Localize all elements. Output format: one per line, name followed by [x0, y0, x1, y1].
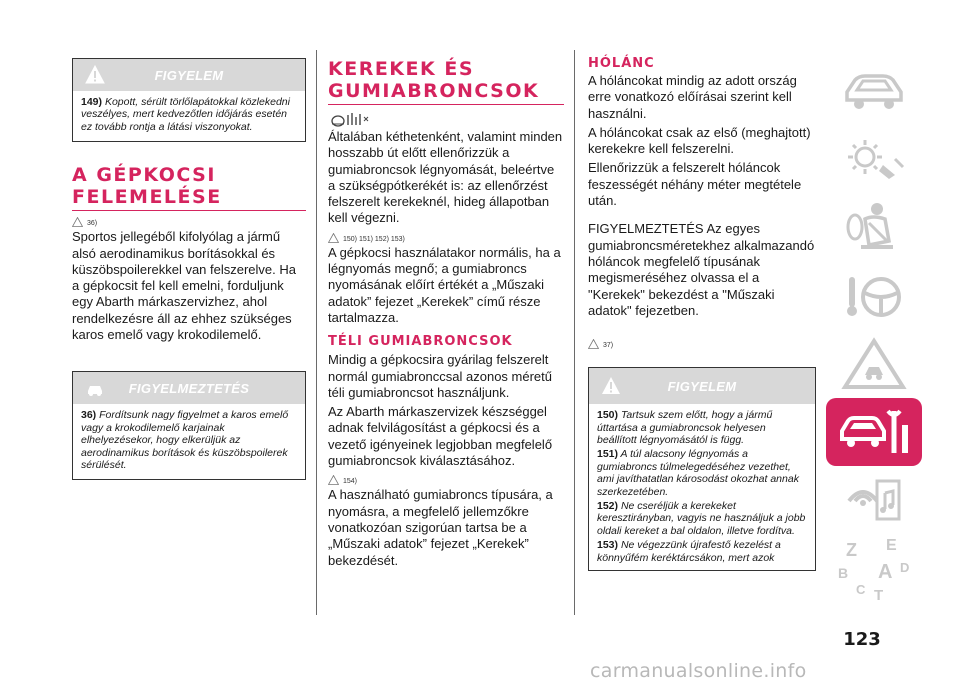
reference-numbers: 37): [603, 342, 614, 350]
sidebar-item-maintenance[interactable]: [826, 398, 922, 466]
warning-box-header: [73, 59, 305, 91]
column-divider: [316, 50, 317, 615]
notice-box-title: FIGYELMEZTETÉS: [128, 380, 250, 396]
multimedia-icon: [839, 473, 909, 527]
car-icon: [839, 70, 909, 114]
note-number: 36): [81, 409, 97, 422]
index-letters-icon: [834, 534, 914, 602]
notice-box-body: [73, 404, 305, 479]
note-text: Ne cseréljük a kerekeket keresztirányban, vagyis ne használjuk a jobb oldali kereket a bal oldalon, illetve fordítva.: [597, 500, 806, 537]
column-3: [588, 58, 816, 571]
note-text: A túl alacsony légnyomás a gumiabroncs túlmelegedéséhez vezethet, ami javíthatatlan károsodást okozhat annak szerkezetében.: [597, 448, 799, 498]
index-letter: E: [886, 537, 897, 554]
body-text: [328, 129, 564, 227]
warning-box-title: FIGYELEM: [667, 378, 737, 394]
warning-box: [588, 367, 816, 571]
warning-item: [597, 539, 807, 564]
index-letter: A: [878, 561, 893, 583]
section-underline: [72, 210, 306, 211]
reference-markers: [588, 337, 816, 349]
index-letter: Z: [846, 540, 857, 560]
column-2: [328, 58, 564, 572]
section-title-line1: KEREKEK ÉS: [328, 58, 475, 80]
note-number: 152): [597, 500, 619, 512]
index-letter: C: [856, 582, 866, 597]
reference-numbers: 36): [87, 220, 98, 228]
warning-icon: [85, 65, 105, 85]
notice-box-header: [73, 372, 305, 404]
warning-icon: [601, 376, 621, 396]
warning-box-body: [589, 404, 815, 570]
small-warning-icon: [588, 339, 599, 349]
body-text: [328, 352, 564, 469]
sidebar-item-safety[interactable]: [826, 194, 922, 262]
page-number: 123: [843, 629, 881, 650]
paragraph: Ellenőrizzük a felszerelt hóláncok feszességét néhány méter megtétele után.: [588, 160, 802, 209]
note-number: 153): [597, 539, 619, 552]
note-text: Tartsuk szem előtt, hogy a jármű úttartása a gumiabroncsok helyesen beállított légnyomásától is függ.: [597, 409, 773, 446]
small-warning-icon: [328, 233, 339, 243]
car-service-icon: [836, 405, 912, 459]
section-underline: [328, 104, 564, 105]
body-text: [588, 73, 816, 319]
paragraph: A használható gumiabroncs típusára, a nyomásra, a megfelelő jellemzőkre vonatkozóan szigorúan tartsa be a „Műszaki adatok” fejezet „Kerekek” bekezdését.: [328, 487, 553, 568]
warning-triangle-icon: [839, 337, 909, 391]
note-text: Ne végezzünk újrafestő kezelést a könnyűfém keréktárcsákon, mert azok: [597, 539, 781, 564]
paragraph: Mindig a gépkocsira gyárilag felszerelt normál gumiabronccsal azonos méretű téli gumiabroncsot használjunk.: [328, 352, 552, 400]
column-1: [72, 58, 306, 480]
note-number: 150): [597, 409, 619, 422]
sidebar-item-driving[interactable]: [826, 262, 922, 330]
index-letter: D: [900, 560, 910, 575]
section-title-line2: GUMIABRONCSOK: [328, 80, 540, 102]
note-text: Kopott, sérült törlőlapátokkal közlekedni veszélyes, mert kedvezőtlen időjárás esetén ez tovább rontja a látási viszonyokat.: [81, 96, 290, 133]
index-letter: B: [838, 565, 849, 581]
warning-item: [597, 500, 807, 537]
warning-item: [597, 409, 807, 446]
car-notice-icon: [85, 378, 105, 398]
note-text: Fordítsunk nagy figyelmet a karos emelő vagy a krokodilemelő karjainak elhelyezésekor, hogy elkerüljük az aerodinamikus borítások és küszöbspoilerek sérülését.: [81, 409, 289, 471]
note-number: 151): [597, 448, 619, 461]
paragraph: A gépkocsi használatakor normális, ha a légnyomás megnő; a gumiabroncs nyomásának előírt értékét a „Műszaki adatok” fejezet „Kerekek” című része tartalmazza.: [328, 244, 561, 325]
warning-box: [72, 58, 306, 142]
section-heading: [72, 164, 306, 211]
warning-box-title: FIGYELEM: [154, 67, 224, 83]
body-text: [328, 487, 564, 568]
sidebar-item-multimedia[interactable]: [826, 466, 922, 534]
seatbelt-icon: [839, 201, 909, 255]
subsection-title: TÉLI GUMIABRONCSOK: [328, 334, 513, 350]
body-text: [328, 245, 564, 326]
tire-icon: [330, 111, 374, 127]
section-title-line1: A GÉPKOCSI: [72, 164, 216, 187]
note-number: 149): [81, 96, 103, 108]
sidebar-item-dashboard[interactable]: [826, 126, 922, 194]
index-letter: T: [874, 587, 884, 602]
reference-markers: [328, 473, 564, 485]
subsection-title: HÓLÁNC: [588, 56, 655, 71]
notice-box: [72, 371, 306, 480]
sidebar-item-index[interactable]: [826, 534, 922, 602]
watermark: carmanualsonline.info: [590, 660, 807, 682]
paragraph: Sportos jellegéből kifolyólag a jármű alsó aerodinamikus borításokkal és küszöbspoilerekkel van felszerelve. Ha a gépkocsit fel kell emelni, forduljunk egy Abarth márkaszervizhez, ahol rendelkezésre áll az ehhez szükséges karos emelő vagy krokodilemelő.: [72, 229, 296, 342]
steering-wheel-icon: [839, 269, 909, 323]
body-paragraph: [72, 229, 306, 343]
dashboard-lights-icon: [839, 135, 909, 185]
paragraph: Az Abarth márkaszervizek készséggel adnak felvilágosítást a gépkocsi és a vezető igényeinek legjobban megfelelő gumiabroncsok kiválasztásához.: [328, 404, 553, 469]
reference-markers: [72, 215, 306, 227]
sidebar-item-car[interactable]: [826, 58, 922, 126]
small-warning-icon: [328, 475, 339, 485]
paragraph: Általában kéthetenként, valamint minden hosszabb út előtt ellenőrizzük a gumiabroncsok légnyomását, beleértve a szükségpótkerékét is: az ellenőrzést felszerelt kerekeknél, hideg állapotban kell végezni.: [328, 129, 563, 226]
warning-box-body: [73, 91, 305, 141]
sidebar-item-emergency[interactable]: [826, 330, 922, 398]
paragraph: FIGYELMEZTETÉS Az egyes gumiabroncsméretekhez alkalmazandó hóláncok megfelelő típusának megismeréséhez olvassa el a "Kerekek" bekezdést a "Műszaki adatok" fejezetben.: [588, 221, 815, 318]
reference-markers: [328, 231, 564, 243]
warning-item: [597, 448, 807, 498]
paragraph: A hóláncokat csak az első (meghajtott) kerekekre kell felszerelni.: [588, 124, 811, 157]
warning-box-header: [589, 368, 815, 404]
reference-numbers: 154): [343, 478, 358, 486]
small-warning-icon: [72, 217, 83, 227]
tire-snow-symbols: [330, 111, 564, 127]
section-title-line2: FELEMELÉSE: [72, 186, 222, 209]
paragraph: A hóláncokat mindig az adott ország erre vonatkozó előírásai szerint kell használni.: [588, 73, 797, 121]
column-divider: [574, 50, 575, 615]
section-heading: [328, 58, 564, 105]
reference-numbers: 150) 151) 152) 153): [343, 235, 405, 243]
